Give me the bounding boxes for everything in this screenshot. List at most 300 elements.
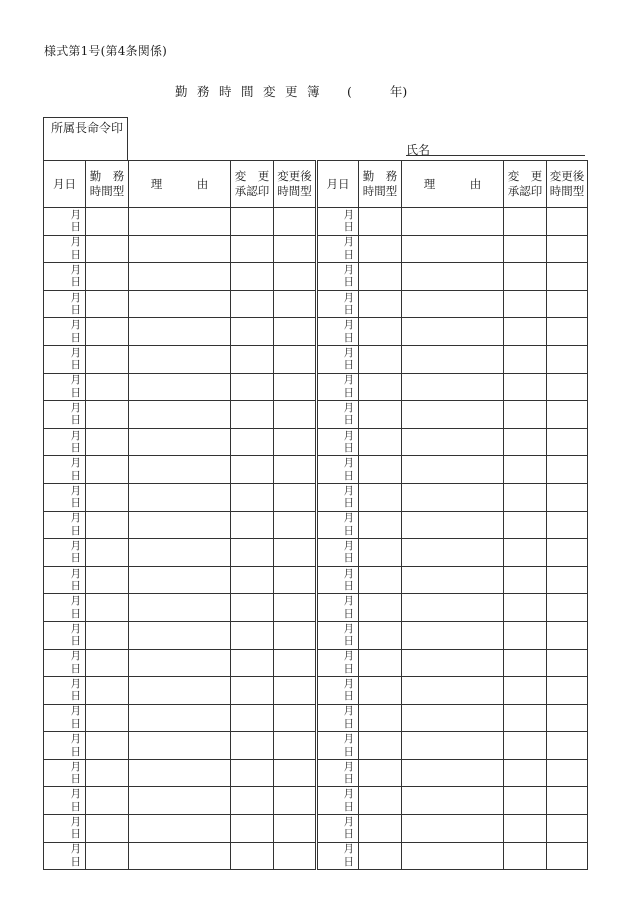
date-cell[interactable] bbox=[317, 787, 359, 815]
new-work-type-cell[interactable] bbox=[274, 428, 317, 456]
approval-stamp-cell[interactable] bbox=[504, 594, 547, 622]
work-type-cell[interactable] bbox=[359, 511, 402, 539]
work-type-cell[interactable] bbox=[86, 539, 129, 567]
work-type-cell[interactable] bbox=[86, 566, 129, 594]
reason-cell[interactable] bbox=[129, 594, 231, 622]
new-work-type-cell[interactable] bbox=[547, 483, 588, 511]
table-row bbox=[44, 345, 588, 373]
reason-cell[interactable] bbox=[129, 235, 231, 263]
date-cell[interactable] bbox=[317, 208, 359, 236]
approval-stamp-cell[interactable] bbox=[504, 539, 547, 567]
day-label: 日 bbox=[343, 221, 354, 234]
date-cell[interactable] bbox=[317, 345, 359, 373]
table-row bbox=[44, 677, 588, 705]
approval-stamp-cell[interactable] bbox=[504, 428, 547, 456]
approval-stamp-cell[interactable] bbox=[504, 759, 547, 787]
approval-stamp-cell[interactable] bbox=[504, 235, 547, 263]
new-work-type-cell[interactable] bbox=[274, 621, 317, 649]
approval-stamp-cell[interactable] bbox=[504, 318, 547, 346]
date-cell[interactable] bbox=[317, 318, 359, 346]
reason-cell[interactable] bbox=[402, 208, 504, 236]
reason-cell[interactable] bbox=[402, 511, 504, 539]
new-work-type-cell[interactable] bbox=[274, 539, 317, 567]
work-type-cell[interactable] bbox=[359, 539, 402, 567]
date-cell[interactable] bbox=[317, 539, 359, 567]
table-row bbox=[44, 373, 588, 401]
month-label: 月 bbox=[343, 595, 354, 608]
approval-stamp-cell[interactable] bbox=[231, 649, 274, 677]
year-label: 年) bbox=[389, 84, 408, 99]
reason-cell[interactable] bbox=[402, 428, 504, 456]
date-cell[interactable] bbox=[44, 539, 86, 567]
new-work-type-cell[interactable] bbox=[547, 732, 588, 760]
date-cell[interactable] bbox=[317, 566, 359, 594]
work-type-cell[interactable] bbox=[86, 621, 129, 649]
reason-cell[interactable] bbox=[129, 373, 231, 401]
approval-stamp-cell[interactable] bbox=[504, 815, 547, 843]
work-type-cell[interactable] bbox=[359, 594, 402, 622]
new-work-type-cell[interactable] bbox=[274, 677, 317, 705]
approval-stamp-cell[interactable] bbox=[504, 842, 547, 870]
work-type-cell[interactable] bbox=[86, 373, 129, 401]
reason-cell[interactable] bbox=[402, 373, 504, 401]
approval-stamp-cell[interactable] bbox=[504, 263, 547, 291]
date-cell[interactable] bbox=[317, 594, 359, 622]
new-work-type-cell[interactable] bbox=[547, 345, 588, 373]
work-type-cell[interactable] bbox=[359, 649, 402, 677]
new-work-type-cell[interactable] bbox=[274, 290, 317, 318]
work-type-cell[interactable] bbox=[86, 428, 129, 456]
approval-stamp-cell[interactable] bbox=[231, 539, 274, 567]
approval-stamp-cell[interactable] bbox=[231, 511, 274, 539]
reason-cell[interactable] bbox=[129, 263, 231, 291]
approval-stamp-cell[interactable] bbox=[231, 318, 274, 346]
header-after-type bbox=[274, 161, 317, 208]
reason-cell[interactable] bbox=[129, 787, 231, 815]
work-type-cell[interactable] bbox=[359, 263, 402, 291]
new-work-type-cell[interactable] bbox=[547, 594, 588, 622]
month-label: 月 bbox=[70, 760, 81, 773]
work-type-cell[interactable] bbox=[359, 290, 402, 318]
new-work-type-cell[interactable] bbox=[547, 235, 588, 263]
approval-stamp-cell[interactable] bbox=[504, 290, 547, 318]
reason-cell[interactable] bbox=[402, 566, 504, 594]
day-label: 日 bbox=[343, 773, 354, 786]
new-work-type-cell[interactable] bbox=[547, 815, 588, 843]
reason-cell[interactable] bbox=[402, 842, 504, 870]
reason-cell[interactable] bbox=[129, 401, 231, 429]
reason-cell[interactable] bbox=[402, 787, 504, 815]
approval-stamp-cell[interactable] bbox=[504, 649, 547, 677]
day-label: 日 bbox=[70, 414, 81, 427]
table-row bbox=[44, 511, 588, 539]
day-label: 日 bbox=[343, 828, 354, 841]
date-cell[interactable] bbox=[44, 842, 86, 870]
month-label: 月 bbox=[70, 815, 81, 828]
date-cell[interactable] bbox=[44, 401, 86, 429]
new-work-type-cell[interactable] bbox=[547, 704, 588, 732]
reason-cell[interactable] bbox=[129, 759, 231, 787]
reason-cell[interactable] bbox=[129, 704, 231, 732]
work-type-cell[interactable] bbox=[86, 759, 129, 787]
date-cell[interactable] bbox=[44, 428, 86, 456]
header-work-type-line1: 勤 務 bbox=[89, 169, 125, 183]
month-label: 月 bbox=[70, 401, 81, 414]
date-cell[interactable] bbox=[44, 787, 86, 815]
table-row bbox=[44, 263, 588, 291]
month-label: 月 bbox=[343, 788, 354, 801]
approval-stamp-cell[interactable] bbox=[231, 428, 274, 456]
reason-cell[interactable] bbox=[402, 290, 504, 318]
date-cell[interactable] bbox=[317, 732, 359, 760]
work-type-cell[interactable] bbox=[86, 704, 129, 732]
new-work-type-cell[interactable] bbox=[547, 401, 588, 429]
work-type-cell[interactable] bbox=[86, 842, 129, 870]
reason-cell[interactable] bbox=[129, 621, 231, 649]
day-label: 日 bbox=[70, 580, 81, 593]
work-type-cell[interactable] bbox=[86, 263, 129, 291]
year-open: ( bbox=[347, 84, 352, 99]
date-cell[interactable] bbox=[317, 483, 359, 511]
work-type-cell[interactable] bbox=[86, 815, 129, 843]
table-row bbox=[44, 815, 588, 843]
new-work-type-cell[interactable] bbox=[274, 401, 317, 429]
day-label: 日 bbox=[70, 717, 81, 730]
approval-stamp-cell[interactable] bbox=[231, 621, 274, 649]
new-work-type-cell[interactable] bbox=[274, 345, 317, 373]
date-cell[interactable] bbox=[44, 566, 86, 594]
work-type-cell[interactable] bbox=[359, 677, 402, 705]
reason-cell[interactable] bbox=[129, 649, 231, 677]
reason-cell[interactable] bbox=[402, 621, 504, 649]
work-type-cell[interactable] bbox=[359, 373, 402, 401]
new-work-type-cell[interactable] bbox=[274, 566, 317, 594]
day-label: 日 bbox=[70, 304, 81, 317]
reason-cell[interactable] bbox=[129, 428, 231, 456]
approval-stamp-cell[interactable] bbox=[231, 594, 274, 622]
new-work-type-cell[interactable] bbox=[274, 456, 317, 484]
new-work-type-cell[interactable] bbox=[547, 787, 588, 815]
approval-stamp-cell[interactable] bbox=[231, 208, 274, 236]
work-type-cell[interactable] bbox=[359, 842, 402, 870]
month-label: 月 bbox=[70, 319, 81, 332]
date-cell[interactable] bbox=[317, 759, 359, 787]
reason-cell[interactable] bbox=[129, 815, 231, 843]
date-cell[interactable] bbox=[44, 649, 86, 677]
month-label: 月 bbox=[70, 567, 81, 580]
month-label: 月 bbox=[70, 346, 81, 359]
new-work-type-cell[interactable] bbox=[274, 759, 317, 787]
new-work-type-cell[interactable] bbox=[547, 566, 588, 594]
work-type-cell[interactable] bbox=[86, 318, 129, 346]
new-work-type-cell[interactable] bbox=[274, 208, 317, 236]
reason-cell[interactable] bbox=[129, 842, 231, 870]
new-work-type-cell[interactable] bbox=[547, 759, 588, 787]
approval-stamp-cell[interactable] bbox=[504, 345, 547, 373]
date-cell[interactable] bbox=[44, 373, 86, 401]
reason-cell[interactable] bbox=[402, 345, 504, 373]
work-type-cell[interactable] bbox=[359, 483, 402, 511]
reason-cell[interactable] bbox=[402, 318, 504, 346]
new-work-type-cell[interactable] bbox=[274, 732, 317, 760]
reason-cell[interactable] bbox=[402, 649, 504, 677]
date-cell[interactable] bbox=[44, 483, 86, 511]
reason-cell[interactable] bbox=[129, 345, 231, 373]
work-type-cell[interactable] bbox=[86, 235, 129, 263]
date-cell[interactable] bbox=[317, 235, 359, 263]
date-cell[interactable] bbox=[44, 208, 86, 236]
reason-cell[interactable] bbox=[129, 511, 231, 539]
date-cell[interactable] bbox=[317, 511, 359, 539]
new-work-type-cell[interactable] bbox=[274, 594, 317, 622]
date-cell[interactable] bbox=[44, 318, 86, 346]
approval-stamp-cell[interactable] bbox=[504, 401, 547, 429]
new-work-type-cell[interactable] bbox=[547, 373, 588, 401]
reason-cell[interactable] bbox=[129, 456, 231, 484]
date-cell[interactable] bbox=[317, 428, 359, 456]
new-work-type-cell[interactable] bbox=[274, 235, 317, 263]
approval-stamp-cell[interactable] bbox=[231, 704, 274, 732]
month-label: 月 bbox=[70, 429, 81, 442]
reason-cell[interactable] bbox=[402, 732, 504, 760]
reason-cell[interactable] bbox=[402, 704, 504, 732]
title-char: 務 bbox=[197, 84, 210, 99]
approval-stamp-cell[interactable] bbox=[231, 759, 274, 787]
reason-cell[interactable] bbox=[129, 208, 231, 236]
new-work-type-cell[interactable] bbox=[274, 483, 317, 511]
date-cell[interactable] bbox=[317, 842, 359, 870]
date-cell[interactable] bbox=[44, 677, 86, 705]
approval-stamp-cell[interactable] bbox=[231, 483, 274, 511]
new-work-type-cell[interactable] bbox=[547, 842, 588, 870]
new-work-type-cell[interactable] bbox=[274, 511, 317, 539]
work-type-cell[interactable] bbox=[86, 511, 129, 539]
month-label: 月 bbox=[70, 843, 81, 856]
approval-stamp-cell[interactable] bbox=[231, 842, 274, 870]
month-label: 月 bbox=[343, 457, 354, 470]
reason-cell[interactable] bbox=[129, 539, 231, 567]
reason-cell[interactable] bbox=[402, 483, 504, 511]
reason-cell[interactable] bbox=[129, 732, 231, 760]
work-type-cell[interactable] bbox=[359, 428, 402, 456]
new-work-type-cell[interactable] bbox=[274, 704, 317, 732]
header-approval-line2: 承認印 bbox=[507, 184, 543, 198]
date-cell[interactable] bbox=[44, 235, 86, 263]
reason-cell[interactable] bbox=[129, 318, 231, 346]
approval-stamp-cell[interactable] bbox=[231, 566, 274, 594]
work-type-cell[interactable] bbox=[359, 318, 402, 346]
work-type-cell[interactable] bbox=[86, 677, 129, 705]
new-work-type-cell[interactable] bbox=[547, 539, 588, 567]
work-type-cell[interactable] bbox=[86, 732, 129, 760]
reason-cell[interactable] bbox=[402, 539, 504, 567]
work-type-cell[interactable] bbox=[359, 456, 402, 484]
new-work-type-cell[interactable] bbox=[547, 456, 588, 484]
reason-cell[interactable] bbox=[402, 677, 504, 705]
table-row bbox=[44, 787, 588, 815]
title-char: 間 bbox=[241, 84, 254, 99]
approval-stamp-cell[interactable] bbox=[504, 511, 547, 539]
work-type-cell[interactable] bbox=[86, 649, 129, 677]
new-work-type-cell[interactable] bbox=[274, 318, 317, 346]
reason-cell[interactable] bbox=[129, 290, 231, 318]
header-date: 月日 bbox=[44, 161, 86, 208]
new-work-type-cell[interactable] bbox=[547, 428, 588, 456]
approval-stamp-cell[interactable] bbox=[231, 290, 274, 318]
day-label: 日 bbox=[70, 331, 81, 344]
reason-cell[interactable] bbox=[402, 235, 504, 263]
work-type-cell[interactable] bbox=[359, 208, 402, 236]
work-type-cell[interactable] bbox=[359, 566, 402, 594]
approval-stamp-cell[interactable] bbox=[231, 401, 274, 429]
new-work-type-cell[interactable] bbox=[547, 677, 588, 705]
date-cell[interactable] bbox=[317, 677, 359, 705]
date-cell[interactable] bbox=[317, 621, 359, 649]
date-cell[interactable] bbox=[44, 704, 86, 732]
day-label: 日 bbox=[70, 386, 81, 399]
reason-cell[interactable] bbox=[402, 401, 504, 429]
approval-stamp-cell[interactable] bbox=[504, 677, 547, 705]
date-cell[interactable] bbox=[44, 290, 86, 318]
work-type-cell[interactable] bbox=[359, 787, 402, 815]
work-type-cell[interactable] bbox=[359, 704, 402, 732]
work-type-cell[interactable] bbox=[86, 401, 129, 429]
day-label: 日 bbox=[343, 248, 354, 261]
date-cell[interactable] bbox=[317, 373, 359, 401]
work-type-cell[interactable] bbox=[86, 345, 129, 373]
date-cell[interactable] bbox=[44, 345, 86, 373]
work-type-cell[interactable] bbox=[359, 401, 402, 429]
work-type-cell[interactable] bbox=[359, 345, 402, 373]
approval-stamp-cell[interactable] bbox=[231, 732, 274, 760]
work-type-cell[interactable] bbox=[359, 815, 402, 843]
day-label: 日 bbox=[70, 552, 81, 565]
name-label: 氏名 bbox=[406, 143, 431, 157]
date-cell[interactable] bbox=[44, 732, 86, 760]
month-label: 月 bbox=[70, 595, 81, 608]
month-label: 月 bbox=[343, 346, 354, 359]
date-cell[interactable] bbox=[44, 263, 86, 291]
work-type-cell[interactable] bbox=[86, 787, 129, 815]
reason-cell[interactable] bbox=[402, 815, 504, 843]
work-type-cell[interactable] bbox=[86, 456, 129, 484]
work-type-cell[interactable] bbox=[359, 235, 402, 263]
date-cell[interactable] bbox=[44, 621, 86, 649]
name-field[interactable] bbox=[406, 141, 585, 156]
new-work-type-cell[interactable] bbox=[274, 787, 317, 815]
approval-stamp-cell[interactable] bbox=[231, 815, 274, 843]
approval-stamp-cell[interactable] bbox=[231, 677, 274, 705]
reason-cell[interactable] bbox=[129, 483, 231, 511]
day-label: 日 bbox=[70, 359, 81, 372]
work-type-cell[interactable] bbox=[86, 594, 129, 622]
approval-stamp-cell[interactable] bbox=[504, 787, 547, 815]
approval-stamp-cell[interactable] bbox=[231, 235, 274, 263]
day-label: 日 bbox=[343, 331, 354, 344]
reason-cell[interactable] bbox=[402, 263, 504, 291]
new-work-type-cell[interactable] bbox=[274, 373, 317, 401]
date-cell[interactable] bbox=[44, 815, 86, 843]
new-work-type-cell[interactable] bbox=[547, 649, 588, 677]
date-cell[interactable] bbox=[44, 511, 86, 539]
approval-stamp-cell[interactable] bbox=[504, 704, 547, 732]
work-type-cell[interactable] bbox=[359, 732, 402, 760]
reason-cell[interactable] bbox=[129, 677, 231, 705]
new-work-type-cell[interactable] bbox=[274, 842, 317, 870]
month-label: 月 bbox=[343, 677, 354, 690]
table-row bbox=[44, 290, 588, 318]
approval-stamp-cell[interactable] bbox=[231, 456, 274, 484]
date-cell[interactable] bbox=[317, 401, 359, 429]
work-type-cell[interactable] bbox=[359, 759, 402, 787]
month-label: 月 bbox=[343, 263, 354, 276]
new-work-type-cell[interactable] bbox=[547, 208, 588, 236]
date-cell[interactable] bbox=[44, 456, 86, 484]
approval-stamp-cell[interactable] bbox=[231, 787, 274, 815]
work-type-cell[interactable] bbox=[359, 621, 402, 649]
approval-stamp-cell[interactable] bbox=[504, 621, 547, 649]
approval-stamp-cell[interactable] bbox=[231, 263, 274, 291]
new-work-type-cell[interactable] bbox=[274, 649, 317, 677]
new-work-type-cell[interactable] bbox=[547, 263, 588, 291]
date-cell[interactable] bbox=[44, 594, 86, 622]
approval-stamp-cell[interactable] bbox=[504, 373, 547, 401]
work-type-cell[interactable] bbox=[86, 208, 129, 236]
reason-cell[interactable] bbox=[402, 594, 504, 622]
day-label: 日 bbox=[343, 304, 354, 317]
table-row bbox=[44, 566, 588, 594]
day-label: 日 bbox=[343, 359, 354, 372]
day-label: 日 bbox=[70, 745, 81, 758]
new-work-type-cell[interactable] bbox=[547, 621, 588, 649]
date-cell[interactable] bbox=[317, 263, 359, 291]
work-type-cell[interactable] bbox=[86, 290, 129, 318]
supervisor-stamp-box[interactable] bbox=[43, 117, 128, 160]
new-work-type-cell[interactable] bbox=[274, 263, 317, 291]
reason-cell[interactable] bbox=[402, 759, 504, 787]
date-cell[interactable] bbox=[317, 704, 359, 732]
date-cell[interactable] bbox=[317, 815, 359, 843]
title-char: 時 bbox=[219, 84, 232, 99]
reason-cell[interactable] bbox=[129, 566, 231, 594]
date-cell[interactable] bbox=[317, 290, 359, 318]
day-label: 日 bbox=[70, 221, 81, 234]
day-label: 日 bbox=[343, 855, 354, 868]
day-label: 日 bbox=[70, 469, 81, 482]
approval-stamp-cell[interactable] bbox=[504, 566, 547, 594]
work-type-cell[interactable] bbox=[86, 483, 129, 511]
day-label: 日 bbox=[343, 524, 354, 537]
new-work-type-cell[interactable] bbox=[547, 511, 588, 539]
date-cell[interactable] bbox=[44, 759, 86, 787]
approval-stamp-cell[interactable] bbox=[504, 456, 547, 484]
approval-stamp-cell[interactable] bbox=[504, 483, 547, 511]
date-cell[interactable] bbox=[317, 649, 359, 677]
approval-stamp-cell[interactable] bbox=[504, 732, 547, 760]
new-work-type-cell[interactable] bbox=[274, 815, 317, 843]
day-label: 日 bbox=[343, 800, 354, 813]
approval-stamp-cell[interactable] bbox=[231, 345, 274, 373]
month-label: 月 bbox=[70, 788, 81, 801]
new-work-type-cell[interactable] bbox=[547, 290, 588, 318]
table-row bbox=[44, 456, 588, 484]
new-work-type-cell[interactable] bbox=[547, 318, 588, 346]
approval-stamp-cell[interactable] bbox=[504, 208, 547, 236]
approval-stamp-cell[interactable] bbox=[231, 373, 274, 401]
month-label: 月 bbox=[343, 429, 354, 442]
reason-cell[interactable] bbox=[402, 456, 504, 484]
date-cell[interactable] bbox=[317, 456, 359, 484]
